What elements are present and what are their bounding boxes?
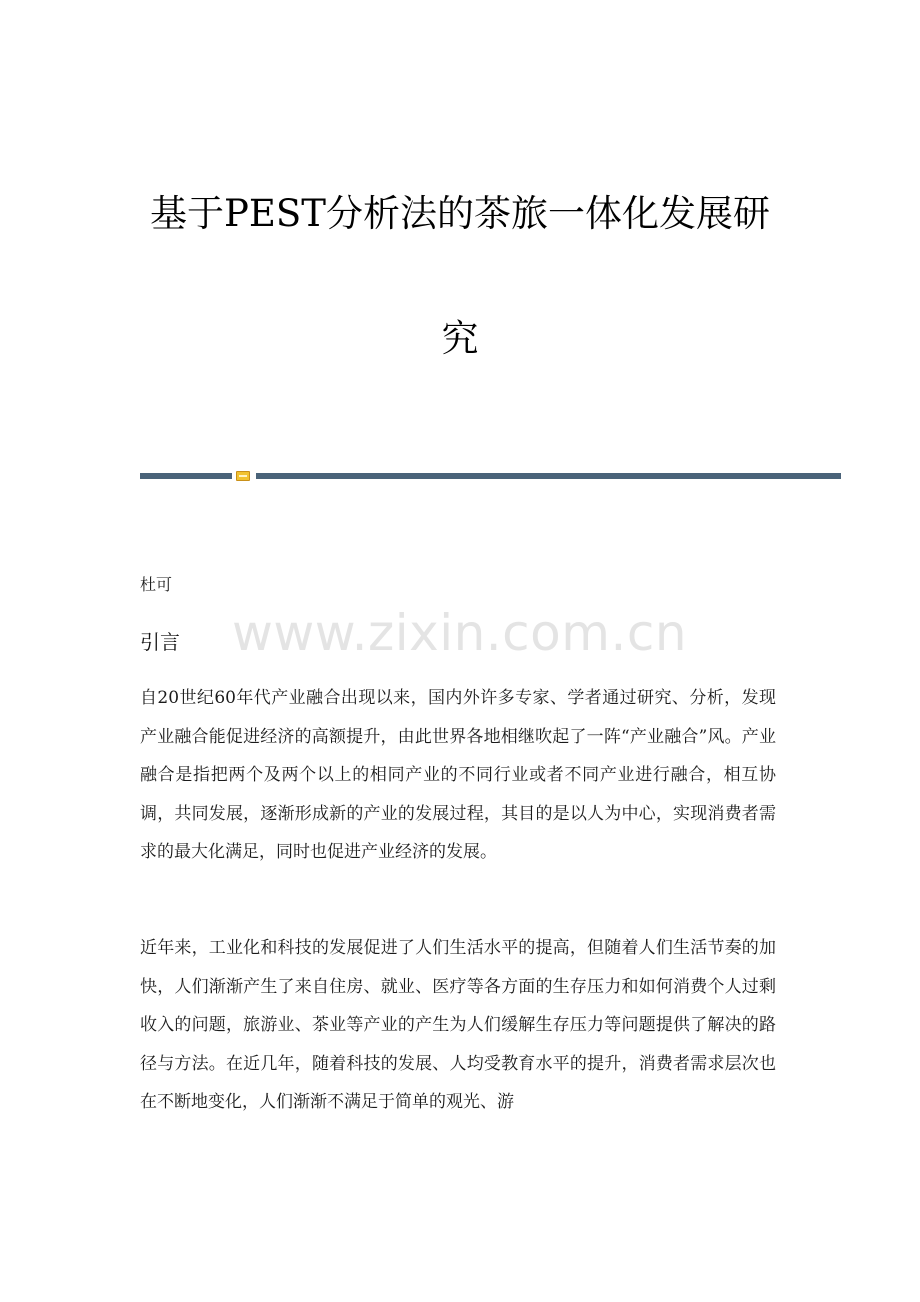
- body-paragraph-2: 近年来，工业化和科技的发展促进了人们生活水平的提高，但随着人们生活节奏的加快，人们渐渐产生了来自住房、就业、医疗等各方面的生存压力和如何消费个人过剩收入的问题，旅游业、茶业等产业的产生为人们缓解生存压力等问题提供了解决的路径与方法。在近几年，随着科技的发展、人均受教育水平的提升，消费者需求层次也在不断地变化，人们渐渐不满足于简单的观光、游: [140, 938, 776, 1112]
- author-name: 杜可: [140, 575, 173, 594]
- document-title-line-2: 究: [441, 317, 479, 360]
- body-paragraph-1: 自20世纪60年代产业融合出现以来，国内外许多专家、学者通过研究、分析，发现产业融合能促进经济的高额提升，由此世界各地相继吹起了一阵“产业融合”风。产业融合是指把两个及两个以上的相同产业的不同行业或者不同产业进行融合，相互协调，共同发展，逐渐形成新的产业的发展过程，其目的是以人为中心，实现消费者需求的最大化满足，同时也促进产业经济的发展。: [140, 688, 776, 862]
- section-heading: 引言: [140, 630, 180, 654]
- title-divider: [140, 470, 841, 482]
- document-title-line-1: 基于PEST分析法的茶旅一体化发展研: [150, 192, 770, 235]
- divider-bar-left: [140, 473, 232, 479]
- divider-emblem-icon: [236, 471, 250, 481]
- divider-bar-right: [256, 473, 841, 479]
- watermark-text: www.zixin.com.cn: [232, 604, 688, 662]
